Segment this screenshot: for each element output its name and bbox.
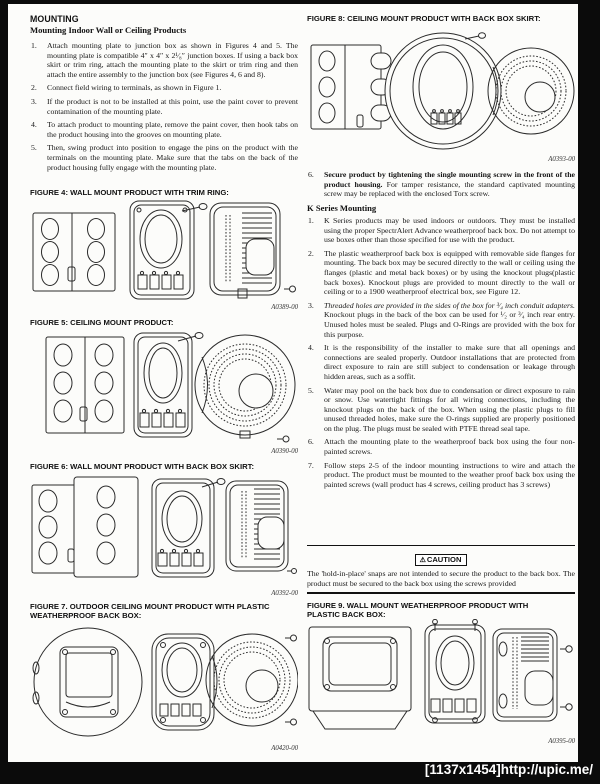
indoor-step-5: 5. Then, swing product into position to engage the pins on the product with the terminals on the mounting plate. Make sure that the tabs on the back of the product housing fully engage with the mounting plate. (31, 143, 298, 172)
indoor-step-4: 4. To attach product to mounting plate, remove the paint cover, then hook tabs on the product housing into the grooves on mounting plate. (31, 120, 298, 139)
figure-9-drawing (307, 619, 575, 737)
caution-section (307, 545, 575, 594)
indoor-step-3: 3. If the product is not to be installed at this point, use the paint cover to prevent contamination of the mounting plate. (31, 96, 298, 116)
figure-4-title: FIGURE 4: WALL MOUNT PRODUCT WITH TRIM RING: (30, 188, 229, 197)
k-step-6: 6. Attach the mounting plate to the weatherproof back box using the four non-painted screws. (308, 437, 575, 457)
caution-badge (415, 554, 468, 566)
figure-4 (30, 188, 298, 311)
k-step-1: 1. K Series products may be used indoors or outdoors. They must be installed using the proper SpectrAlert Advance weatherproof back box. Do not attempt to use boxes other than those specified for use with the product. (308, 216, 575, 245)
figure-7-code: A0420-00 (271, 745, 298, 752)
figure-5 (30, 318, 298, 455)
figure-6-title: FIGURE 6: WALL MOUNT PRODUCT WITH BACK BOX SKIRT: (30, 462, 255, 471)
caution-top-rule (307, 545, 575, 546)
figure-6 (30, 462, 298, 597)
k-step-7: 7. Follow steps 2-5 of the indoor mounting instructions to wire and attach the product. The product must be mounted to the weather proof back box using the painted screws (wall product has 4 screws, ceiling product has 3 screws) (308, 460, 575, 489)
figure-7-title: FIGURE 7. OUTDOOR CEILING MOUNT PRODUCT WITH PLASTIC WEATHERPROOF BACK BOX: (30, 602, 270, 620)
figure-9-code: A0395-00 (548, 738, 575, 745)
indoor-mounting-steps (30, 41, 298, 176)
figure-5-drawing (30, 327, 298, 447)
figure-8-drawing (307, 23, 575, 155)
document-page (8, 4, 578, 762)
caution-label: CAUTION (426, 555, 462, 564)
indoor-step-2: 2. Connect field wiring to terminals, as shown in Figure 1. (31, 83, 222, 93)
figure-6-code: A0392-00 (271, 590, 298, 597)
figure-9-title: FIGURE 9. WALL MOUNT WEATHERPROOF PRODUCT WITH PLASTIC BACK BOX: (307, 601, 529, 619)
k-step-2: 2. The plastic weatherproof back box is equipped with removable side flanges for mounting. The back box may be secured directly to the wall or ceiling using the flanges (plastic and metal back boxes) or by using the knockout plugs(plastic back boxes). Knockout plugs are provided to mount directly to the wall or ceiling or to a 1900 weatherproof electrical box, see Figure 12. (308, 248, 575, 297)
watermark-url: [1137x1454]http://upic.me/ (424, 762, 593, 777)
warning-triangle-icon: ⚠ (419, 557, 426, 564)
caution-bottom-rule (307, 592, 575, 594)
figure-7-drawing (30, 620, 298, 744)
k-series-steps (307, 216, 575, 493)
figure-7 (30, 602, 298, 752)
figure-8-title: FIGURE 8: CEILING MOUNT PRODUCT WITH BACK BOX SKIRT: (307, 14, 541, 23)
indoor-mounting-subheading: Mounting Indoor Wall or Ceiling Products (30, 25, 187, 35)
left-column (30, 4, 298, 762)
figure-5-title: FIGURE 5: CEILING MOUNT PRODUCT: (30, 318, 174, 327)
figure-5-code: A0390-00 (271, 448, 298, 455)
step-6-text: For tamper resistance, the standard captivated mounting screw may be replaced with the enclosed Torx screw. (324, 179, 575, 199)
caution-text: The 'hold-in-place' snaps are not intended to secure the product to the back box. The product must be secured to the back box using the screws provided (307, 569, 575, 588)
figure-6-drawing (30, 471, 298, 589)
step-6-bold-text: Secure product by tightening the single mounting screw in the front of the product housing. (324, 170, 575, 189)
k-step-3: 3. Threaded holes are provided in the sides of the box for ³⁄₄ inch conduit adapters. Knockout plugs in the back of the box can be used for ¹⁄₂ or ³⁄₄ inch rear entry. Unused holes must be sealed. Plugs and O-Rings are provided with the box for this purpose. (308, 300, 575, 339)
mounting-heading: MOUNTING (30, 14, 79, 24)
figure-8-code: A0393-00 (548, 156, 575, 163)
figure-9 (307, 601, 575, 745)
figure-8 (307, 14, 575, 163)
figure-4-drawing (30, 197, 298, 303)
k-series-heading: K Series Mounting (307, 203, 377, 213)
right-column (307, 4, 575, 762)
figure-4-code: A0389-00 (271, 304, 298, 311)
indoor-step-1: 1. Attach mounting plate to junction box as shown in Figures 4 and 5. The mounting plate is compatible 4″ x 4″ x 2¹⁄₈″ junction boxes. If using a back box skirt or trim ring, attach the mounting plate to the skirt or trim ring and then attach the entire assembly to the junction box (see Figures 4, 6 and 8). (31, 41, 298, 79)
k-step-5: 5. Water may pool on the back box due to condensation or direct exposure to rain or snow. Use watertight fittings for all wiring connections, including the knockout plugs on the back of the box. When using the plastic plugs to fill unused threaded holes, make sure the O-rings supplied are properly positioned on the plug. The plugs must be sealed with PTFE thread seal tape. (308, 385, 575, 433)
indoor-step-6: 6. Secure product by tightening the single mounting screw in the front of the product housing. For tamper resistance, the standard captivated mounting screw may be replaced with the enclosed Torx screw. (308, 170, 575, 199)
k-step-4: 4. It is the responsibility of the installer to make sure that all openings and connections are sealed properly. Outdoor installations that are protected from direct exposure to rain are still subject to condensation or leakage through hidden areas, such as a soffit. (308, 343, 575, 381)
